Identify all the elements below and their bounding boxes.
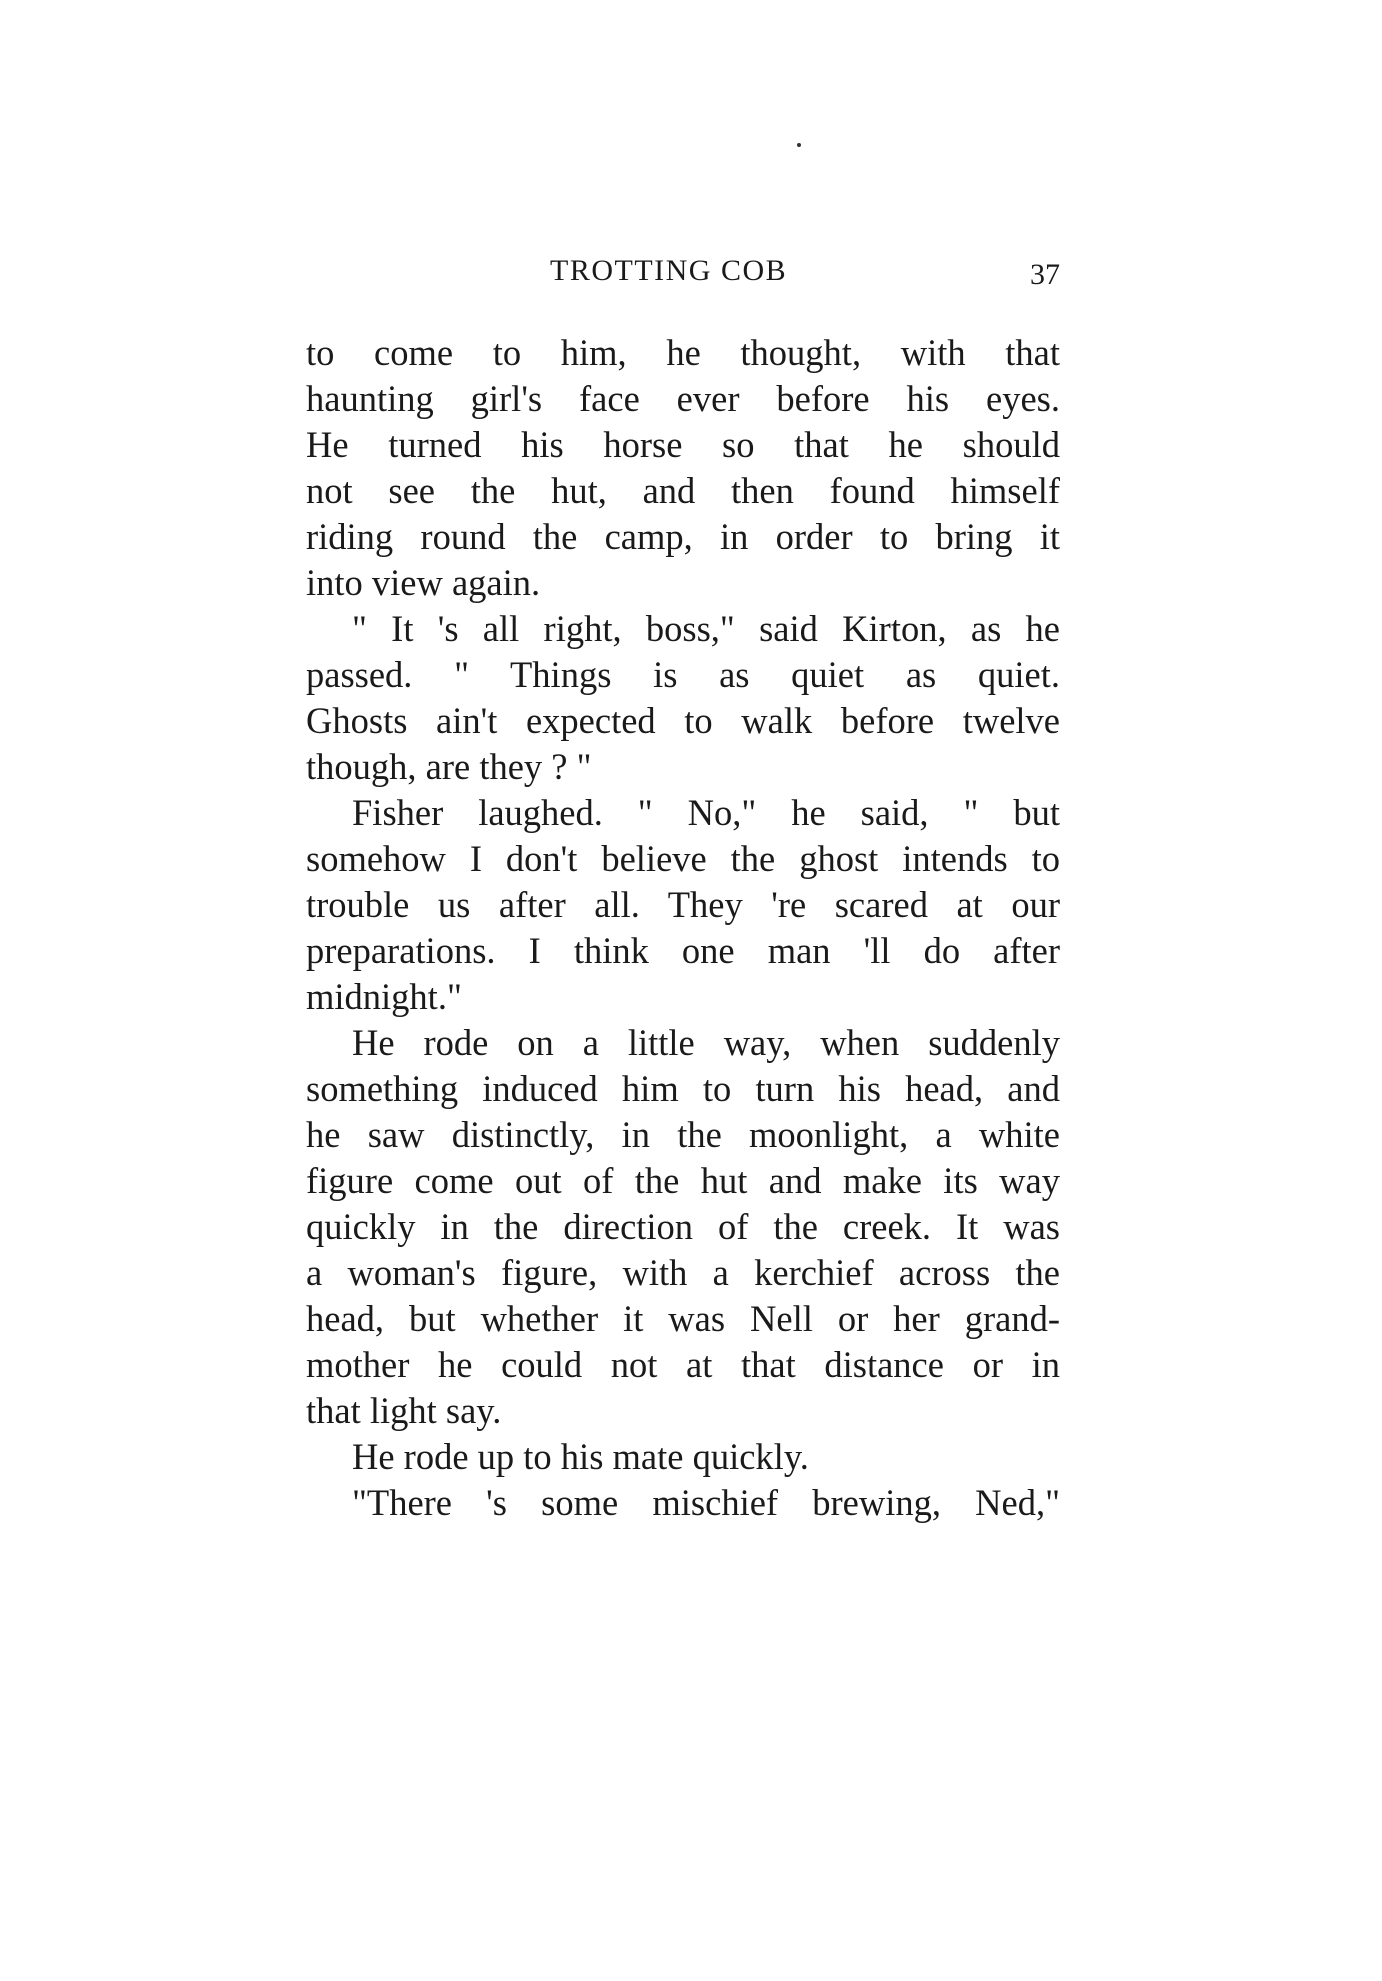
text-line: though, are they ? " [306,746,592,787]
text-line: He rode on a little way, when suddenly [352,1022,1060,1063]
text-line: that light say. [306,1390,502,1431]
body-text [306,330,1060,1526]
text-line: "There 's some mischief brewing, Ned," [352,1482,1060,1523]
running-head: TROTTING COB [550,254,788,287]
text-line: midnight." [306,976,462,1017]
text-line: a woman's figure, with a kerchief across the [306,1252,1060,1293]
text-line: " It 's all right, boss," said Kirton, as he [352,608,1060,649]
text-line: something induced him to turn his head, and [306,1068,1060,1109]
text-line: figure come out of the hut and make its way [306,1160,1060,1201]
text-line: somehow I don't believe the ghost intends to [306,838,1060,879]
text-line: he saw distinctly, in the moonlight, a white [306,1114,1060,1155]
text-line: trouble us after all. They 're scared at our [306,884,1060,925]
text-line: quickly in the direction of the creek. It was [306,1206,1060,1247]
text-line: not see the hut, and then found himself [306,470,1060,511]
text-line: Fisher laughed. " No," he said, " but [352,792,1060,833]
text-line: to come to him, he thought, with that [306,332,1060,373]
text-line: passed. " Things is as quiet as quiet. [306,654,1060,695]
page-header [306,246,1060,296]
text-line: preparations. I think one man 'll do after [306,930,1060,971]
text-line: Ghosts ain't expected to walk before twelve [306,700,1060,741]
text-line: haunting girl's face ever before his eyes. [306,378,1060,419]
text-line: riding round the camp, in order to bring it [306,516,1060,557]
page-number: 37 [1030,258,1060,291]
print-speck [797,143,801,147]
text-line: head, but whether it was Nell or her grand- [306,1298,1060,1339]
text-line: He turned his horse so that he should [306,424,1060,465]
text-line: into view again. [306,562,541,603]
text-line: He rode up to his mate quickly. [352,1436,809,1477]
text-line: mother he could not at that distance or in [306,1344,1060,1385]
